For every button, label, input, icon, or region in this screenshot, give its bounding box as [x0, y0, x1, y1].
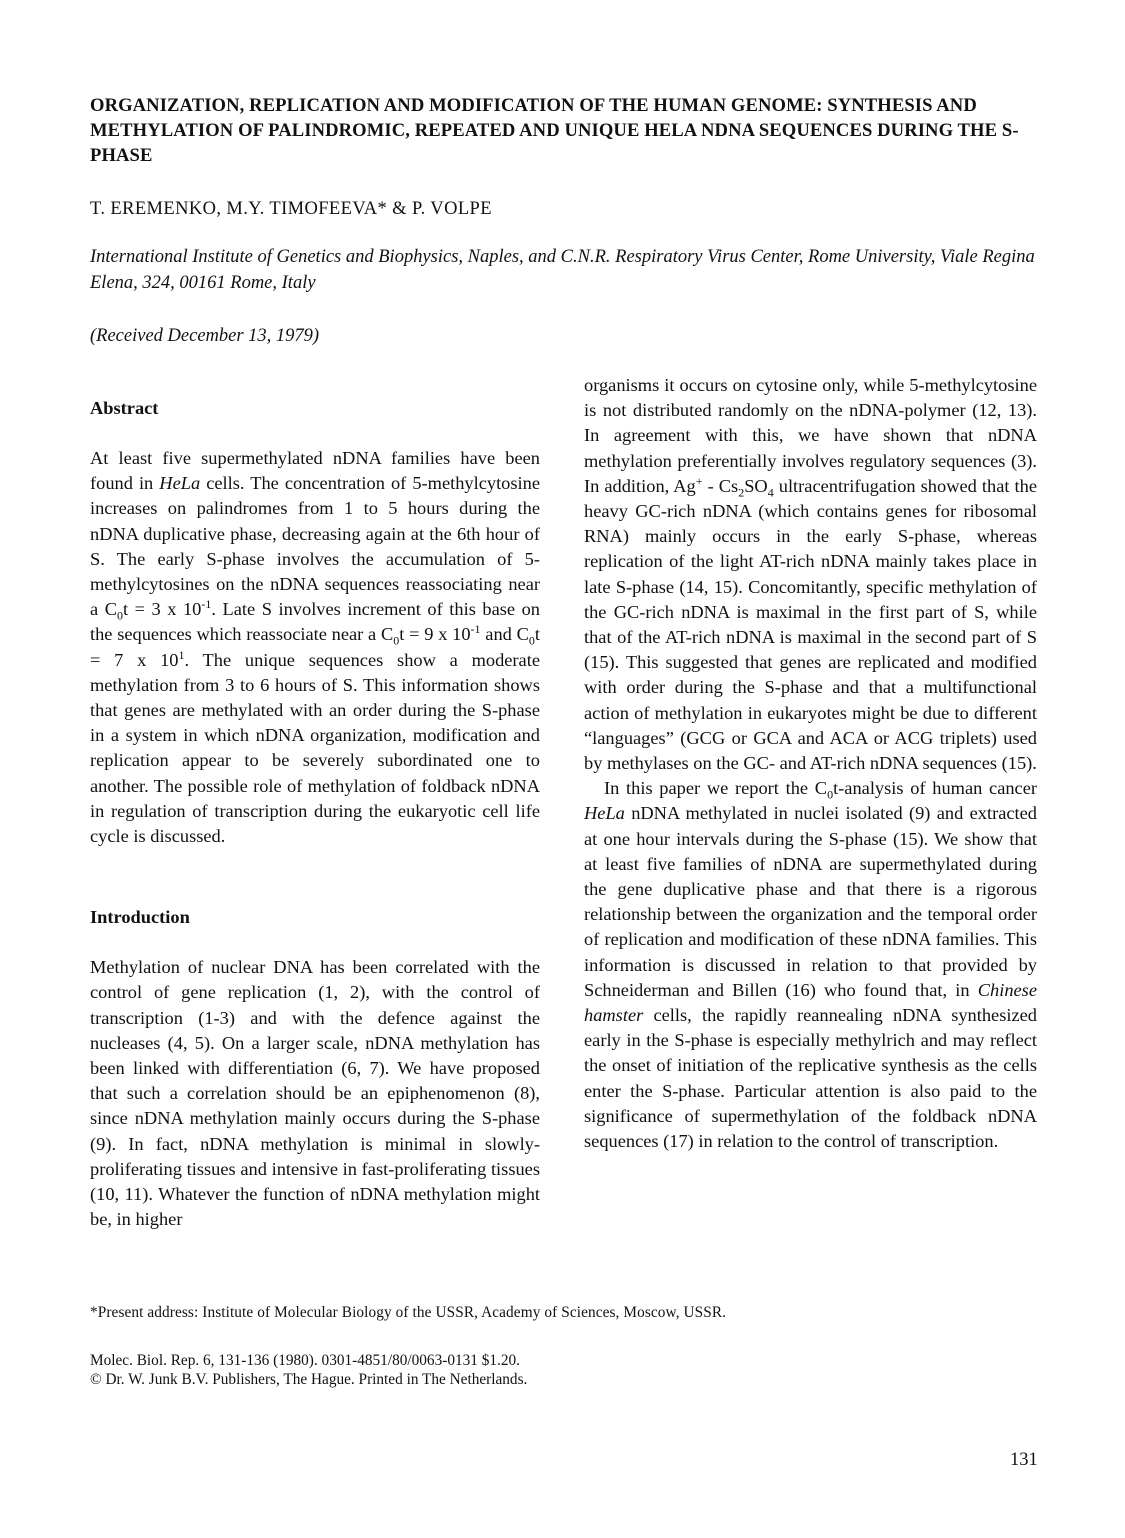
intro-text-run: SO: [744, 475, 768, 496]
citation-line-2: © Dr. W. Junk B.V. Publishers, The Hague. Printed in The Netherlands.: [90, 1371, 528, 1388]
citation-line-1: Molec. Biol. Rep. 6, 131-136 (1980). 0301-4851/80/0063-0131 $1.20.: [90, 1352, 520, 1369]
intro-text-run: organisms it occurs on cytosine only, while 5-methylcytosine is not distributed randomly on the nDNA-polymer (12, 13). In agreement with this, we have shown that nDNA methylation preferentially involves regulatory sequences (3). In addition, Ag: [584, 375, 1037, 496]
left-column: [90, 396, 540, 1232]
intro-text-run: 4: [767, 485, 774, 500]
abstract-text: At least five supermethylated nDNA families have been found in HeLa cells. The concentration of 5-methylcytosine increases on palindromes from 1 to 5 hours during the nDNA duplicative phase, decreasing again at the 6th hour of S. The early S-phase involves the accumulation of 5-methylcytosines on the nDNA sequences reassociating near a $C_0t = 3$ x $10^{-1}$. Late S involves increment of this base on the sequences which reassociate near a $C_0t = 9$ x $10^{-1}$ and $C_0t = 7$ x $10^1$. The unique sequences show a moderate methylation from 3 to 6 hours of S. This information shows that genes are methylated with an order during the S-phase in a system in which nDNA organization, modification and replication appear to be severely subordinated one to another. The possible role of methylation of foldback nDNA in regulation of transcription during the eukaryotic cell life cycle is discussed.: [90, 448, 541, 847]
introduction-paragraph-2: In this paper we report the $C_0t$-analysis of human cancer HeLa nDNA methylated in nuclei isolated (9) and extracted at one hour intervals during the S-phase (15). We show that at least five families of nDNA are supermethylated during the gene duplicative phase and that there is a rigorous relationship between the organization and the temporal order of replication and modification of these nDNA families. This information is discussed in relation to that provided by Schneiderman and Billen (16) who found that, in Chinese hamster cells, the rapidly reannealing nDNA synthesized early in the S-phase is especially methylrich and may reflect the onset of initiation of the replicative synthesis as the cells enter the S-phase. Particular attention is also paid to the significance of supermethylation of the foldback nDNA sequences (17) in relation to the control of transcription.: [584, 778, 1038, 1152]
abstract-heading: Abstract: [90, 398, 159, 418]
journal-citation: [90, 1351, 527, 1389]
intro-text-run: +: [695, 473, 703, 488]
intro-text-run: - Cs: [702, 475, 739, 496]
article-title: ORGANIZATION, REPLICATION AND MODIFICATION OF THE HUMAN GENOME: SYNTHESIS AND METHYLATION OF PALINDROMIC, REPEATED AND UNIQUE HELA NDNA SEQUENCES DURING THE S-PHASE: [90, 95, 1019, 166]
received-date: (Received December 13, 1979): [90, 326, 320, 346]
authors-line: T. EREMENKO, M.Y. TIMOFEEVA* & P. VOLPE: [90, 199, 492, 219]
page-number: 131: [1010, 1450, 1038, 1470]
introduction-paragraph-1-continued: [584, 373, 1037, 776]
right-column: [584, 373, 1037, 1154]
intro-text-run: Methylation of nuclear DNA has been correlated with the control of gene replication (1, 2), with the control of transcription (1-3) and with the defence against the nucleases (4, 5). On a larger scale, nDNA methylation has been linked with differentiation (6, 7). We have proposed that such a correlation should be an epiphenomenon (8), since nDNA methylation mainly occurs during the S-phase (9). In fact, nDNA methylation is minimal in slowly-proliferating tissues and intensive in fast-proliferating tissues (10, 11). Whatever the function of nDNA methylation might be, in higher: [90, 957, 540, 1230]
intro-text-run: 2: [738, 485, 745, 500]
introduction-paragraph-1-start: [90, 955, 540, 1232]
intro-text-run: ultracentrifugation showed that the heavy GC-rich nDNA (which contains genes for ribosomal RNA) mainly occurs in the early S-phase, whereas replication of the light AT-rich nDNA mainly takes place in late S-phase (14, 15). Concomitantly, specific methylation of the GC-rich nDNA is maximal in the first part of S, while that of the AT-rich nDNA is maximal in the second part of S (15). This suggested that genes are replicated and modified with order during the S-phase and that a multifunctional action of methylation in eukaryotes might be due to different “languages” (GCG or GCA and ACA or ACG triplets) used by methylases on the GC- and AT-rich nDNA sequences (15).: [584, 475, 1037, 774]
affiliation: International Institute of Genetics and Biophysics, Naples, and C.N.R. Respiratory Virus Center, Rome University, Viale Regina Elena, 324, 00161 Rome, Italy: [90, 247, 1035, 293]
author-footnote: *Present address: Institute of Molecular Biology of the USSR, Academy of Sciences, Moscow, USSR.: [90, 1304, 727, 1321]
introduction-heading: Introduction: [90, 907, 190, 928]
